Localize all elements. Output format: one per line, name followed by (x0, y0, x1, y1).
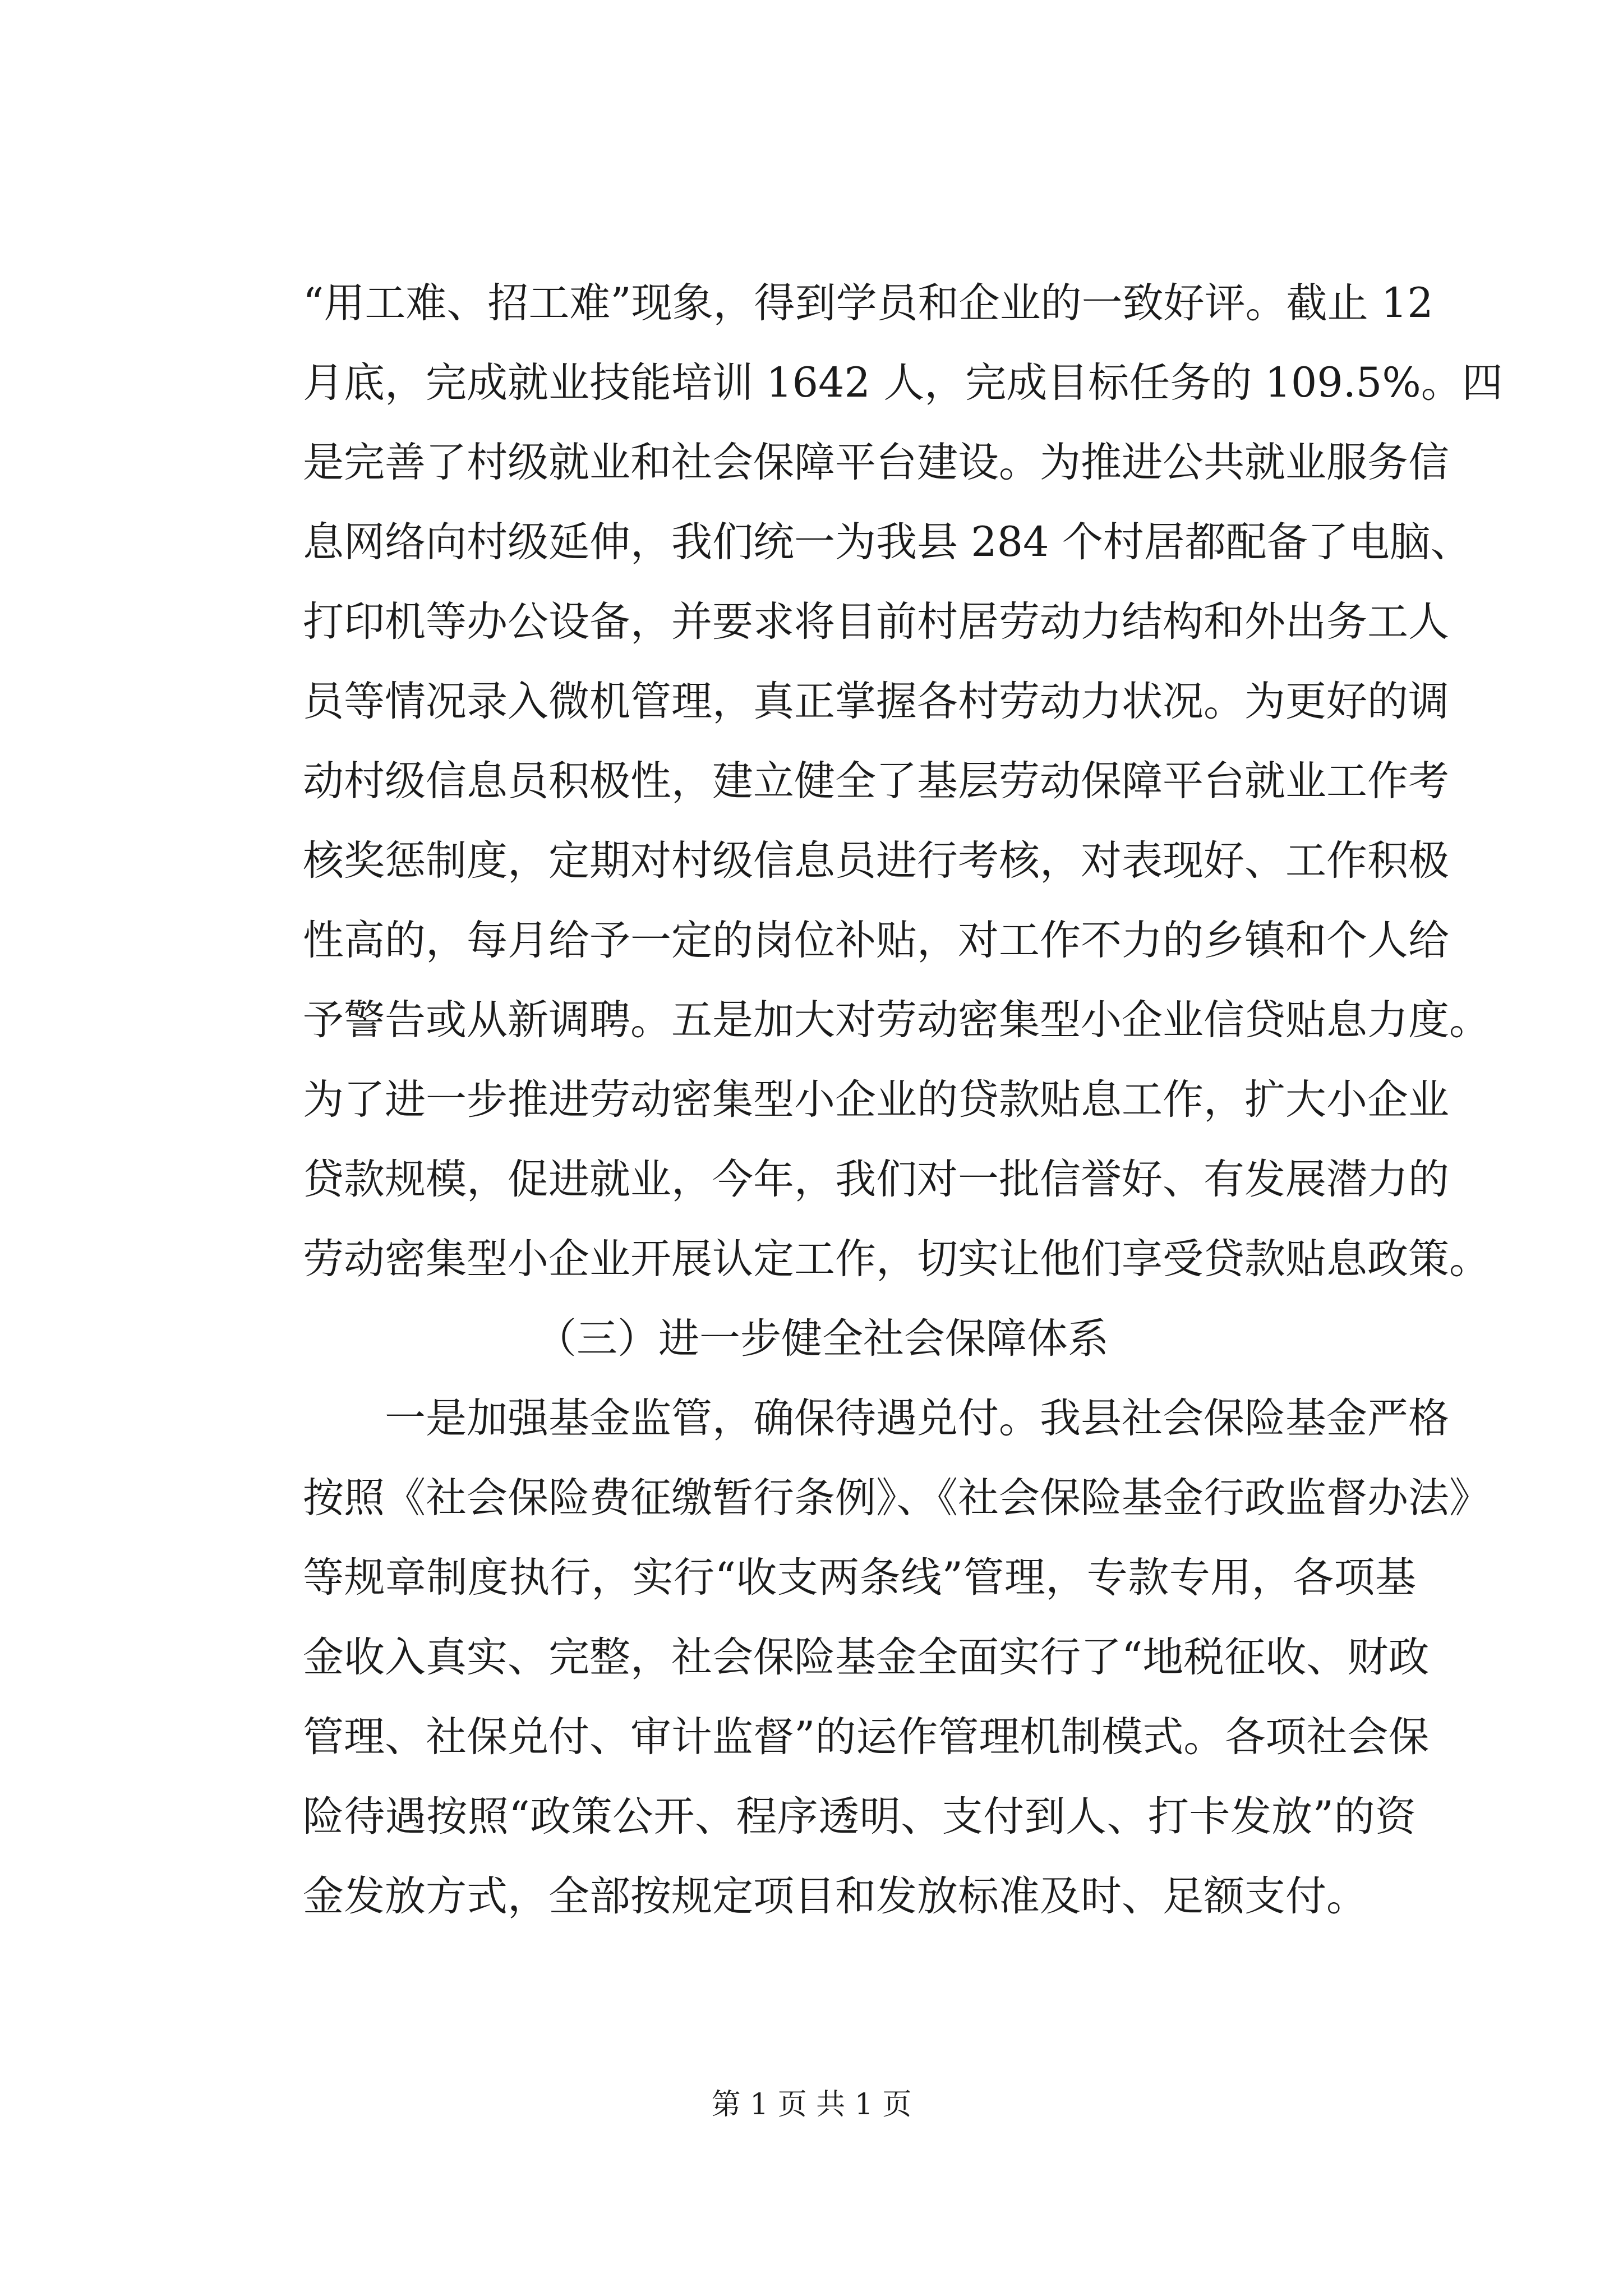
section-heading: （三）进一步健全社会保障体系 (536, 1315, 1109, 1363)
text-line: 核奖惩制度，定期对村级信息员进行考核，对表现好、工作积极 (303, 837, 1449, 885)
text-line: 予警告或从新调聘。五是加大对劳动密集型小企业信贷贴息力度。 (303, 996, 1490, 1044)
paragraph-2 (303, 1379, 1490, 1936)
paragraph-1 (303, 264, 1503, 1299)
text-line: 金收入真实、完整，社会保险基金全面实行了“地税征收、财政 (303, 1634, 1430, 1681)
text-line: 管理、社保兑付、审计监督”的运作管理机制模式。各项社会保 (303, 1713, 1430, 1761)
text-line: 等规章制度执行，实行“收支两条线”管理，专款专用，各项基 (303, 1554, 1416, 1602)
text-line: 按照《社会保险费征缴暂行条例》、《社会保险基金行政监督办法》 (303, 1474, 1490, 1522)
text-line: 劳动密集型小企业开展认定工作，切实让他们享受贷款贴息政策。 (303, 1235, 1490, 1283)
page-footer (0, 2082, 1623, 2127)
text-line: 金发放方式，全部按规定项目和发放标准及时、足额支付。 (303, 1872, 1367, 1920)
document-body (303, 264, 1503, 1936)
text-line: 为了进一步推进劳动密集型小企业的贷款贴息工作，扩大小企业 (303, 1076, 1449, 1124)
text-line: 员等情况录入微机管理，真正掌握各村劳动力状况。为更好的调 (303, 678, 1449, 725)
text-line: 性高的，每月给予一定的岗位补贴，对工作不力的乡镇和个人给 (303, 917, 1449, 964)
text-line: 一是加强基金监管，确保待遇兑付。我县社会保险基金严格 (385, 1395, 1449, 1442)
text-line: 息网络向村级延伸，我们统一为我县 284 个村居都配备了电脑、 (303, 518, 1472, 566)
text-line: 打印机等办公设备，并要求将目前村居劳动力结构和外出务工人 (303, 598, 1449, 646)
text-line: 动村级信息员积极性，建立健全了基层劳动保障平台就业工作考 (303, 757, 1449, 805)
text-line: “用工难、招工难”现象，得到学员和企业的一致好评。截止 12 (303, 279, 1433, 327)
page-number-label: 第 1 页 共 1 页 (711, 2088, 912, 2122)
text-line: 月底，完成就业技能培训 1642 人，完成目标任务的 109.5%。四 (303, 359, 1503, 407)
text-line: 贷款规模，促进就业，今年，我们对一批信誉好、有发展潜力的 (303, 1156, 1449, 1203)
text-line: 是完善了村级就业和社会保障平台建设。为推进公共就业服务信 (303, 439, 1449, 486)
text-line: 险待遇按照“政策公开、程序透明、支付到人、打卡发放”的资 (303, 1793, 1416, 1841)
